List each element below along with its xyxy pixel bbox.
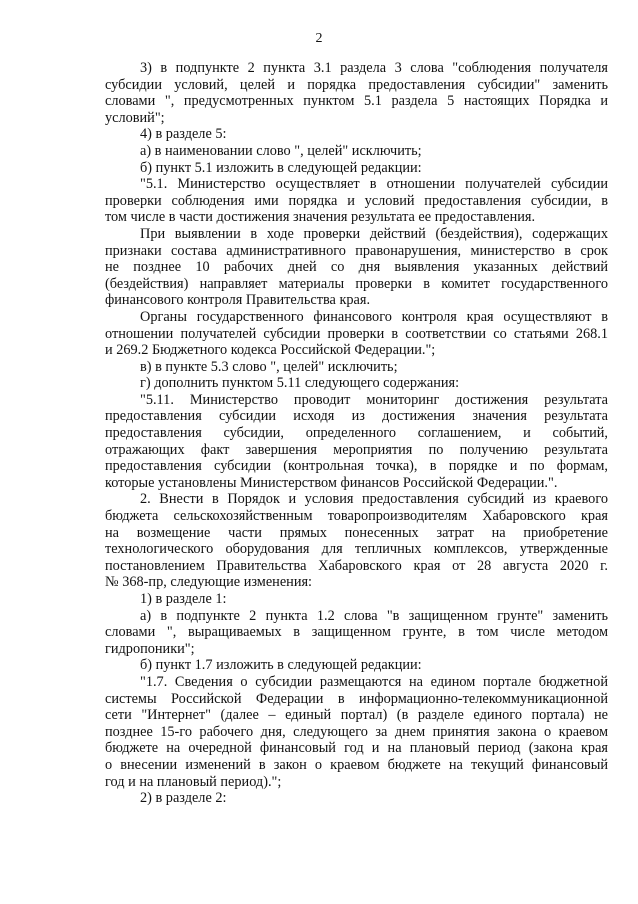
text-line: отражающих факт завершения мероприятия по получению результата [105,441,608,458]
text-line: финансового контроля Правительства края. [105,292,371,309]
text-line: 4) в разделе 5: [140,126,227,143]
text-line: которые установлены Министерством финансов Российской Федерации.". [105,474,558,491]
text-line: год и на плановый период)."; [105,773,282,790]
text-line: "1.7. Сведения о субсидии размещаются на едином портале бюджетной [140,673,608,690]
text-line: № 368-пр, следующие изменения: [105,574,313,591]
text-line: При выявлении в ходе проверки действий (бездействия), содержащих [140,225,608,242]
text-line: 2) в разделе 2: [140,790,227,807]
document-body [105,60,608,807]
text-line: и 269.2 Бюджетного кодекса Российской Федерации."; [105,342,436,359]
text-line: о внесении изменений в закон о краевом бюджете на текущий финансовый [105,756,608,773]
text-line: проверки соблюдения ими порядка и условий предоставления субсидии, в [105,192,608,209]
text-line: отношении получателей субсидии проверки в соответствии со статьями 268.1 [105,325,608,342]
text-line: постановлением Правительства Хабаровского края от 28 августа 2020 г. [105,557,608,574]
text-line: на возмещение части прямых понесенных затрат на приобретение [105,524,608,541]
text-line: системы Российской Федерации в информационно-телекоммуникационной [105,690,608,707]
text-line: 3) в подпункте 2 пункта 3.1 раздела 3 слова "соблюдения получателя [140,60,608,76]
text-line: предоставления субсидии исходя из достижения значения результата [105,408,608,425]
text-line: технологического оборудования для тепличных комплексов, утвержденные [105,541,608,558]
text-line: "5.11. Министерство проводит мониторинг достижения результата [140,391,608,408]
text-line: в) в пункте 5.3 слово ", целей" исключить; [140,358,398,375]
text-line: условий"; [105,109,165,126]
text-line: словами ", выращиваемых в защищенном грунте, в том числе методом [105,624,608,641]
text-line: субсидии условий, целей и порядка предоставления субсидии" заменить [105,76,608,93]
text-line: позднее 15-го рабочего дня, следующего за днем принятия закона о краевом [105,723,608,740]
text-line: признаки состава административного правонарушения, министерство в срок [105,242,608,259]
text-line: предоставления субсидии (контрольная точка), в порядке и по формам, [105,458,608,475]
text-line: бюджете на очередной финансовый год и на плановый период (закона края [105,740,608,757]
text-line: а) в подпункте 2 пункта 1.2 слова "в защищенном грунте" заменить [140,607,608,624]
text-line: сети "Интернет" (далее – единый портал) (в разделе единого портала) не [105,707,608,724]
text-line: гидропоники"; [105,640,195,657]
text-line: том числе в части достижения значения результата ее предоставления. [105,209,536,226]
text-line: г) дополнить пунктом 5.11 следующего содержания: [140,375,460,392]
page-number: 2 [315,31,323,46]
text-line: бюджета сельскохозяйственным товаропроизводителям Хабаровского края [105,508,608,525]
text-line: 2. Внести в Порядок и условия предоставления субсидий из краевого [140,491,608,508]
text-line: "5.1. Министерство осуществляет в отношении получателей субсидии [140,176,608,193]
text-line: б) пункт 5.1 изложить в следующей редакции: [140,159,422,176]
text-line: словами ", предусмотренных пунктом 5.1 раздела 5 настоящих Порядка и [105,93,608,110]
text-line: Органы государственного финансового контроля края осуществляют в [140,308,608,325]
text-line: а) в наименовании слово ", целей" исключить; [140,142,422,159]
text-line: не позднее 10 рабочих дней со дня выявления указанных действий [105,259,608,276]
text-line: б) пункт 1.7 изложить в следующей редакции: [140,657,422,674]
text-line: (бездействия) направляет материалы проверки в комитет государственного [105,275,608,292]
text-line: 1) в разделе 1: [140,591,227,607]
text-line: предоставления субсидии, определенного соглашением, и событий, [105,425,608,442]
